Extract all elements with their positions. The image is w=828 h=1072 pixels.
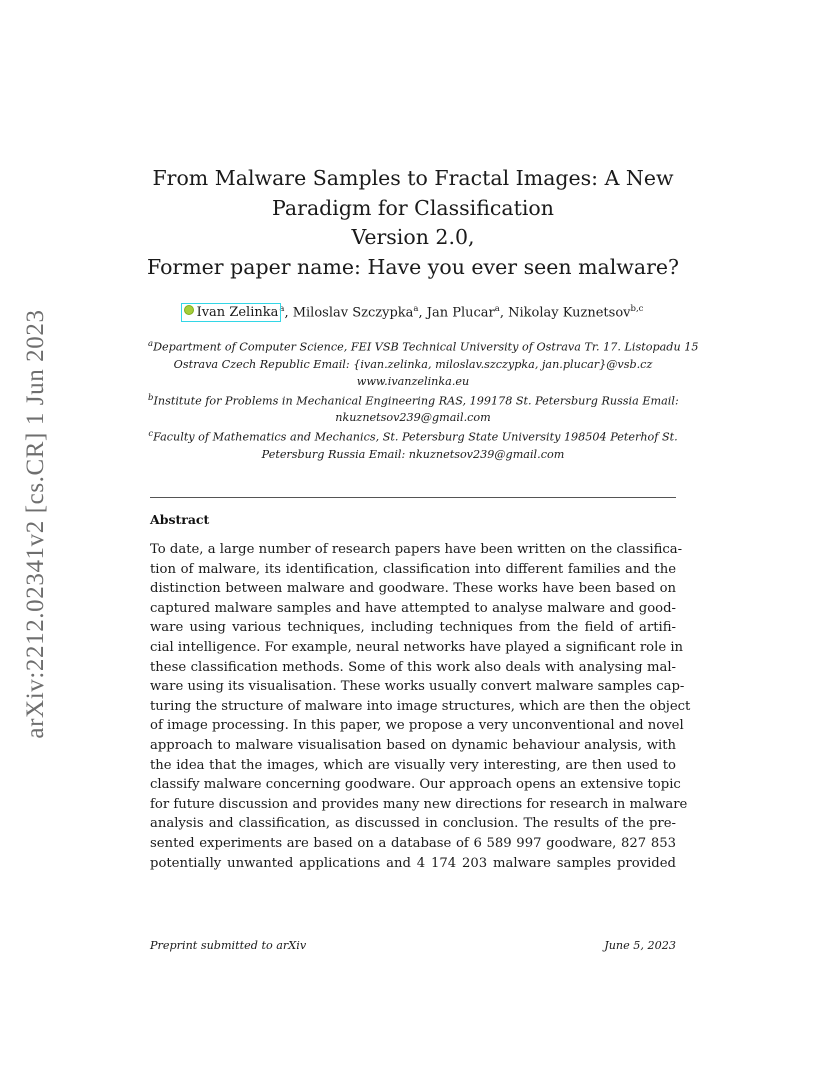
abstract-line: for future discussion and provides many new directions for research in malware — [150, 796, 688, 812]
abstract-line: analysis and classification, as discussed in conclusion. The results of the pre- — [150, 816, 676, 832]
affiliation-line: www.ivanzelinka.eu — [356, 374, 470, 388]
author-affiliation-mark: a — [279, 304, 285, 314]
abstract-line: captured malware samples and have attempted to analyse malware and good- — [150, 600, 676, 616]
abstract-line: classify malware concerning goodware. Our approach opens an extensive topic — [150, 777, 681, 793]
footer-preprint-note: Preprint submitted to arXiv — [150, 939, 307, 952]
author-list — [140, 304, 686, 320]
abstract-line: cial intelligence. For example, neural networks have played a significant role in — [150, 639, 684, 655]
affiliation-line: Ostrava Czech Republic Email: {ivan.zelinka, miloslav.szczypka, jan.plucar}@vsb.cz — [173, 357, 653, 371]
orcid-icon[interactable] — [184, 305, 194, 315]
abstract-line: To date, a large number of research papers have been written on the classifica- — [150, 542, 683, 557]
affiliation-mark: c — [148, 429, 154, 440]
affiliation-line — [148, 336, 699, 356]
abstract-line: sented experiments are based on a database of 6 589 997 goodware, 827 853 — [150, 835, 676, 851]
affiliation-text: Faculty of Mathematics and Mechanics, St. Petersburg State University 198504 Peterhof St. — [153, 431, 678, 445]
author-affiliation-mark: b,c — [630, 304, 644, 314]
author-name: Ivan Zelinka — [196, 305, 279, 321]
abstract-line: potentially unwanted applications and 4 174 203 malware samples provided — [150, 855, 676, 871]
abstract-line: distinction between malware and goodware. These works have been based on — [150, 581, 676, 597]
affiliation-line: Petersburg Russia Email: nkuznetsov239@gmail.com — [261, 448, 565, 462]
abstract-line: tion of malware, its identification, classification into different families and the — [150, 561, 676, 577]
affiliation-mark: a — [148, 339, 154, 349]
title-line: From Malware Samples to Fractal Images: A New — [152, 166, 674, 190]
abstract-line: ware using various techniques, including techniques from the field of artifi- — [150, 620, 676, 636]
abstract-body — [150, 540, 691, 873]
title-line: Paradigm for Classification — [272, 195, 554, 220]
author-name: Miloslav Szczypka — [292, 305, 414, 321]
author-name: Jan Plucar — [426, 305, 495, 321]
author-affiliation-mark: a — [413, 304, 419, 314]
author-separator: , — [284, 305, 293, 321]
abstract-line: the idea that the images, which are visually very interesting, are then used to — [150, 757, 676, 773]
abstract-line: of image processing. In this paper, we propose a very unconventional and novel — [150, 718, 684, 734]
affiliations — [148, 336, 699, 463]
abstract-heading: Abstract — [150, 512, 210, 527]
title-line: Version 2.0, — [351, 225, 475, 249]
abstract-line: approach to malware visualisation based on dynamic behaviour analysis, with — [150, 737, 676, 753]
author-affiliation-mark: a — [494, 304, 500, 314]
abstract-line: ware using its visualisation. These works usually convert malware samples cap- — [150, 679, 685, 695]
affiliation-line — [148, 426, 678, 446]
affiliation-mark: b — [148, 392, 154, 403]
footer-date: June 5, 2023 — [604, 939, 676, 952]
paper-title — [140, 164, 686, 282]
affiliation-text: Department of Computer Science, FEI VSB Technical University of Ostrava Tr. 17. Listopadu 15 — [153, 340, 699, 354]
affiliation-line — [148, 390, 678, 410]
abstract-line: these classification methods. Some of this work also deals with analysing mal- — [150, 659, 676, 675]
author-link-ivan-zelinka[interactable] — [183, 305, 280, 320]
affiliation-text: Institute for Problems in Mechanical Engineering RAS, 199178 St. Petersburg Russia Email: — [153, 394, 679, 408]
title-line: Former paper name: Have you ever seen malware? — [146, 254, 679, 279]
arxiv-identifier-stamp: arXiv:2212.02341v2 [cs.CR] 1 Jun 2023 — [22, 309, 49, 739]
author-separator: , — [418, 305, 427, 321]
author-name: Nikolay Kuznetsov — [508, 305, 631, 321]
author-separator: , — [499, 305, 509, 321]
affiliation-line: nkuznetsov239@gmail.com — [335, 411, 491, 425]
horizontal-divider — [150, 497, 676, 498]
abstract-line: turing the structure of malware into image structures, which are then the object — [150, 698, 691, 714]
